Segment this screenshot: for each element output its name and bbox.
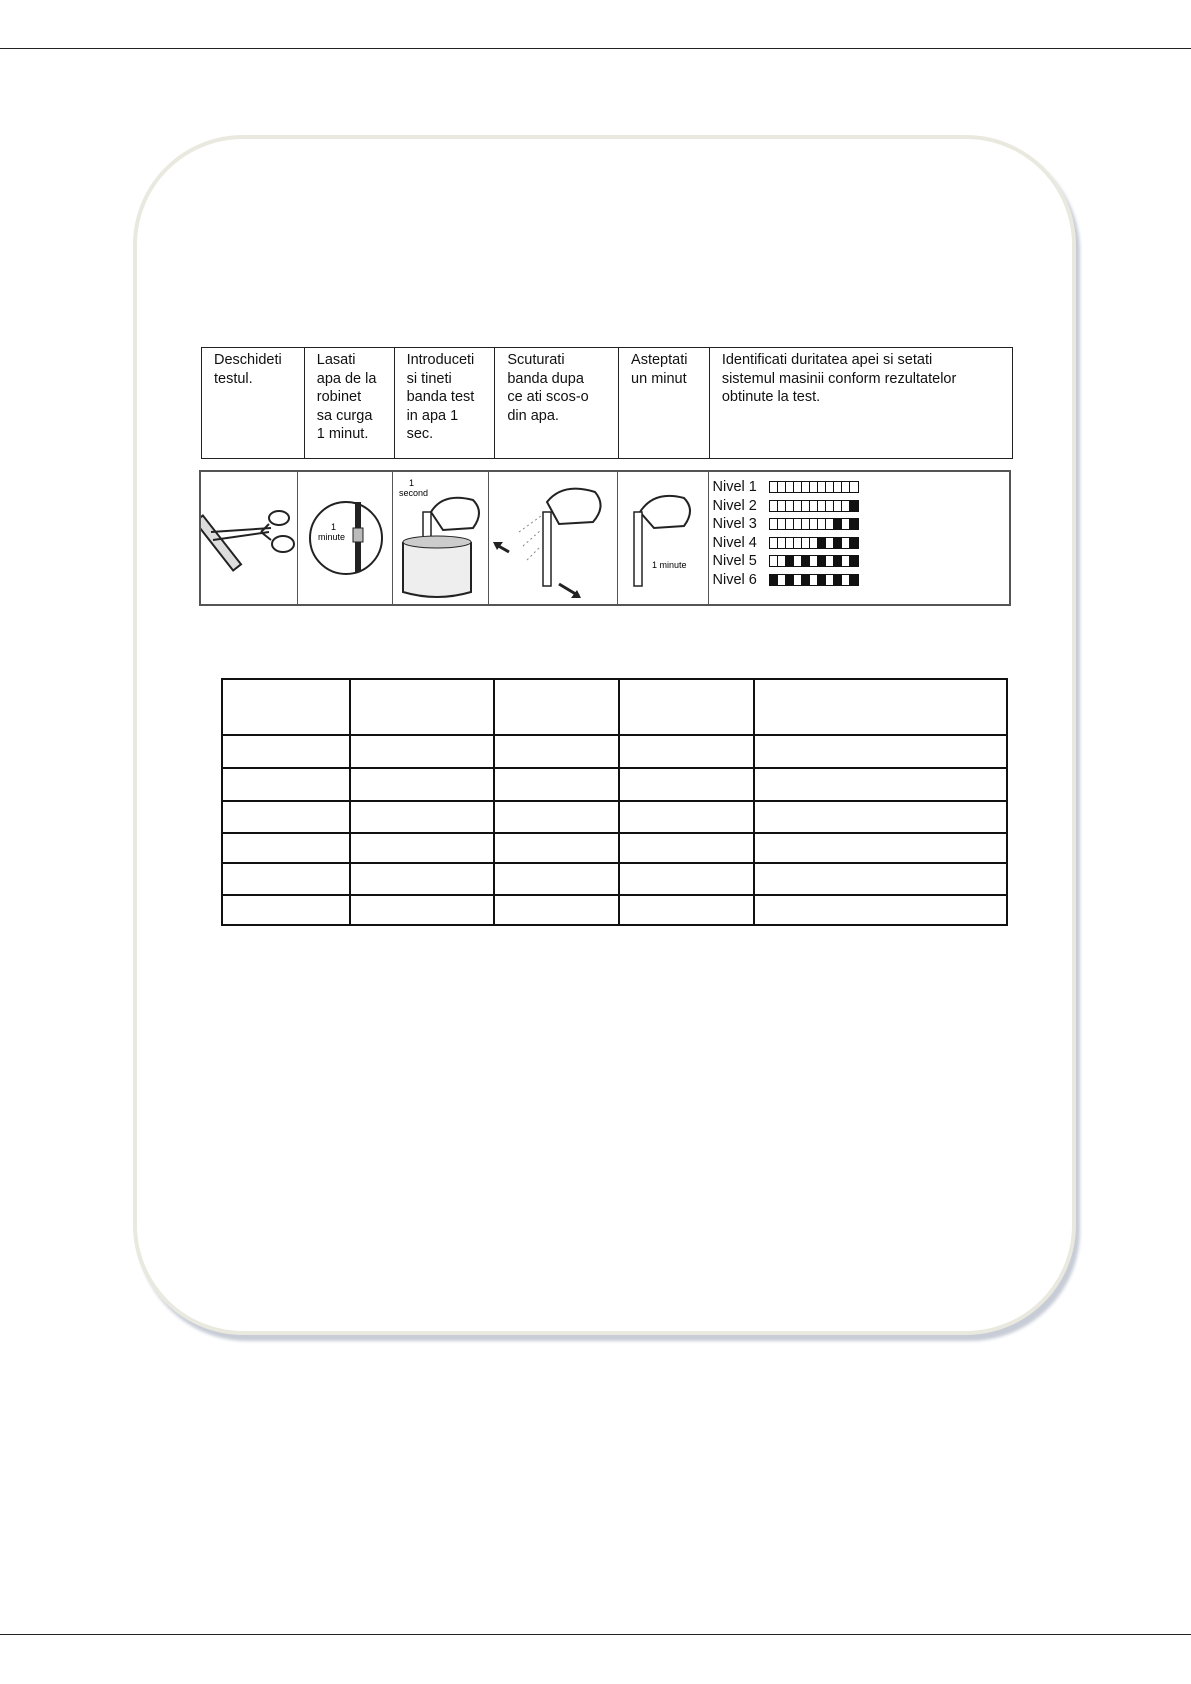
- table-cell: [494, 801, 619, 833]
- level-label: Nivel 2: [712, 497, 757, 514]
- strip-square: [810, 519, 818, 529]
- hardness-levels-legend: [709, 472, 1010, 604]
- empty-table: [221, 678, 1008, 926]
- table-cell: [350, 735, 494, 768]
- level-row: [713, 478, 859, 497]
- strip-square: [818, 556, 826, 566]
- strip-square: [842, 538, 850, 548]
- strip-square: [818, 538, 826, 548]
- strip-square: [794, 538, 802, 548]
- table-row: [222, 679, 1007, 735]
- strip-square: [786, 501, 794, 511]
- table-cell: [494, 833, 619, 864]
- strip-square: [834, 482, 842, 492]
- strip-square: [810, 575, 818, 585]
- table-cell: [619, 895, 754, 925]
- strip-square: [850, 482, 858, 492]
- strip-square: [802, 556, 810, 566]
- table-cell: [350, 801, 494, 833]
- table-cell: [754, 801, 1007, 833]
- shake-illustration: [489, 472, 618, 604]
- strip-square: [834, 519, 842, 529]
- strip-square: [826, 501, 834, 511]
- strip-square: [850, 501, 858, 511]
- wait-illustration: [618, 472, 709, 604]
- table-cell: [494, 735, 619, 768]
- step-4-text: Scuturati banda dupa ce ati scos-o din apa.: [495, 348, 619, 458]
- level-row: [713, 515, 859, 534]
- table-cell: [754, 863, 1007, 895]
- table-cell: [350, 863, 494, 895]
- strip-square: [794, 501, 802, 511]
- strip-square: [802, 482, 810, 492]
- strip-square: [786, 519, 794, 529]
- table-cell: [494, 679, 619, 735]
- tap-illustration: [298, 472, 394, 604]
- levels-list: [713, 478, 859, 589]
- strip-square: [818, 501, 826, 511]
- strip-square: [802, 538, 810, 548]
- strip-square: [810, 482, 818, 492]
- strip-square: [842, 575, 850, 585]
- strip-square: [826, 556, 834, 566]
- step-1-text: Deschideti testul.: [202, 348, 305, 458]
- strip-square: [842, 482, 850, 492]
- strip-square: [810, 538, 818, 548]
- hand-shake-icon: [489, 472, 619, 604]
- level-row: [713, 534, 859, 553]
- table-row: [222, 895, 1007, 925]
- strip-square: [786, 538, 794, 548]
- table-cell: [754, 768, 1007, 801]
- table-row: [222, 833, 1007, 864]
- level-row: [713, 571, 859, 590]
- strip-square: [834, 575, 842, 585]
- strip-square: [842, 501, 850, 511]
- table-cell: [619, 735, 754, 768]
- strip-square: [794, 482, 802, 492]
- strip-square: [810, 501, 818, 511]
- strip-square: [850, 538, 858, 548]
- hand-wait-icon: [618, 472, 709, 604]
- table-cell: [754, 833, 1007, 864]
- table-row: [222, 735, 1007, 768]
- strip-square: [850, 575, 858, 585]
- strip-square: [826, 575, 834, 585]
- strip-square: [818, 482, 826, 492]
- test-strip: [769, 555, 859, 567]
- strip-square: [826, 538, 834, 548]
- step-5-text: Asteptati un minut: [619, 348, 710, 458]
- level-row: [713, 552, 859, 571]
- strip-square: [778, 501, 786, 511]
- strip-square: [786, 575, 794, 585]
- footer-rule: [0, 1634, 1191, 1635]
- dip-illustration: [393, 472, 489, 604]
- level-label: Nivel 5: [712, 553, 757, 570]
- strip-square: [770, 538, 778, 548]
- strip-square: [786, 556, 794, 566]
- table-cell: [222, 833, 350, 864]
- strip-square: [818, 575, 826, 585]
- test-strip: [769, 481, 859, 493]
- table-cell: [494, 895, 619, 925]
- strip-square: [818, 519, 826, 529]
- dip-seconds-unit: second: [399, 488, 429, 498]
- table-cell: [494, 768, 619, 801]
- strip-square: [778, 575, 786, 585]
- strip-square: [834, 501, 842, 511]
- table-row: [222, 801, 1007, 833]
- illustrations-row: [199, 470, 1011, 606]
- table-cell: [754, 735, 1007, 768]
- step-3-text: Introduceti si tineti banda test in apa 1 sec.: [395, 348, 496, 458]
- strip-square: [770, 501, 778, 511]
- test-strip: [769, 537, 859, 549]
- strip-square: [778, 538, 786, 548]
- level-label: Nivel 3: [712, 516, 757, 533]
- table-row: [222, 863, 1007, 895]
- scissors-illustration: [201, 472, 298, 604]
- strip-square: [770, 575, 778, 585]
- table-cell: [350, 768, 494, 801]
- level-label: Nivel 1: [712, 479, 757, 496]
- level-label: Nivel 4: [712, 534, 757, 551]
- steps-row: [201, 347, 1013, 459]
- strip-square: [770, 482, 778, 492]
- strip-square: [778, 519, 786, 529]
- hand-dip-icon: [393, 472, 489, 604]
- table-cell: [619, 679, 754, 735]
- table-cell: [619, 768, 754, 801]
- scissors-icon: [201, 472, 298, 604]
- strip-square: [794, 556, 802, 566]
- table-row: [222, 768, 1007, 801]
- strip-square: [778, 482, 786, 492]
- strip-square: [794, 519, 802, 529]
- table-cell: [350, 679, 494, 735]
- table-cell: [494, 863, 619, 895]
- dip-seconds-number: 1: [409, 478, 415, 488]
- strip-square: [842, 519, 850, 529]
- strip-square: [850, 519, 858, 529]
- table-cell: [350, 833, 494, 864]
- table-cell: [619, 801, 754, 833]
- table-cell: [222, 768, 350, 801]
- level-label: Nivel 6: [712, 571, 757, 588]
- strip-square: [826, 482, 834, 492]
- strip-square: [834, 556, 842, 566]
- table-cell: [619, 863, 754, 895]
- tap-minute-label: 1 minute: [317, 522, 345, 542]
- table-cell: [222, 895, 350, 925]
- level-row: [713, 497, 859, 516]
- wait-minute-label: 1 minute: [651, 560, 687, 570]
- header-rule: [0, 48, 1191, 49]
- test-strip: [769, 574, 859, 586]
- tap-icon: [298, 472, 394, 604]
- table-cell: [754, 679, 1007, 735]
- strip-square: [810, 556, 818, 566]
- table-cell: [222, 679, 350, 735]
- strip-square: [802, 501, 810, 511]
- table-cell: [222, 863, 350, 895]
- strip-square: [770, 556, 778, 566]
- table-cell: [619, 833, 754, 864]
- strip-square: [802, 519, 810, 529]
- test-strip: [769, 518, 859, 530]
- step-2-text: Lasati apa de la robinet sa curga 1 minut.: [305, 348, 395, 458]
- strip-square: [834, 538, 842, 548]
- strip-square: [770, 519, 778, 529]
- strip-square: [786, 482, 794, 492]
- strip-square: [778, 556, 786, 566]
- strip-square: [842, 556, 850, 566]
- strip-square: [826, 519, 834, 529]
- strip-square: [794, 575, 802, 585]
- strip-square: [850, 556, 858, 566]
- step-6-text: Identificati duritatea apei si setati sistemul masinii conform rezultatelor obtinute la test.: [721, 352, 957, 405]
- table-cell: [754, 895, 1007, 925]
- strip-square: [802, 575, 810, 585]
- test-strip: [769, 500, 859, 512]
- table-cell: [222, 735, 350, 768]
- table-cell: [350, 895, 494, 925]
- table-cell: [222, 801, 350, 833]
